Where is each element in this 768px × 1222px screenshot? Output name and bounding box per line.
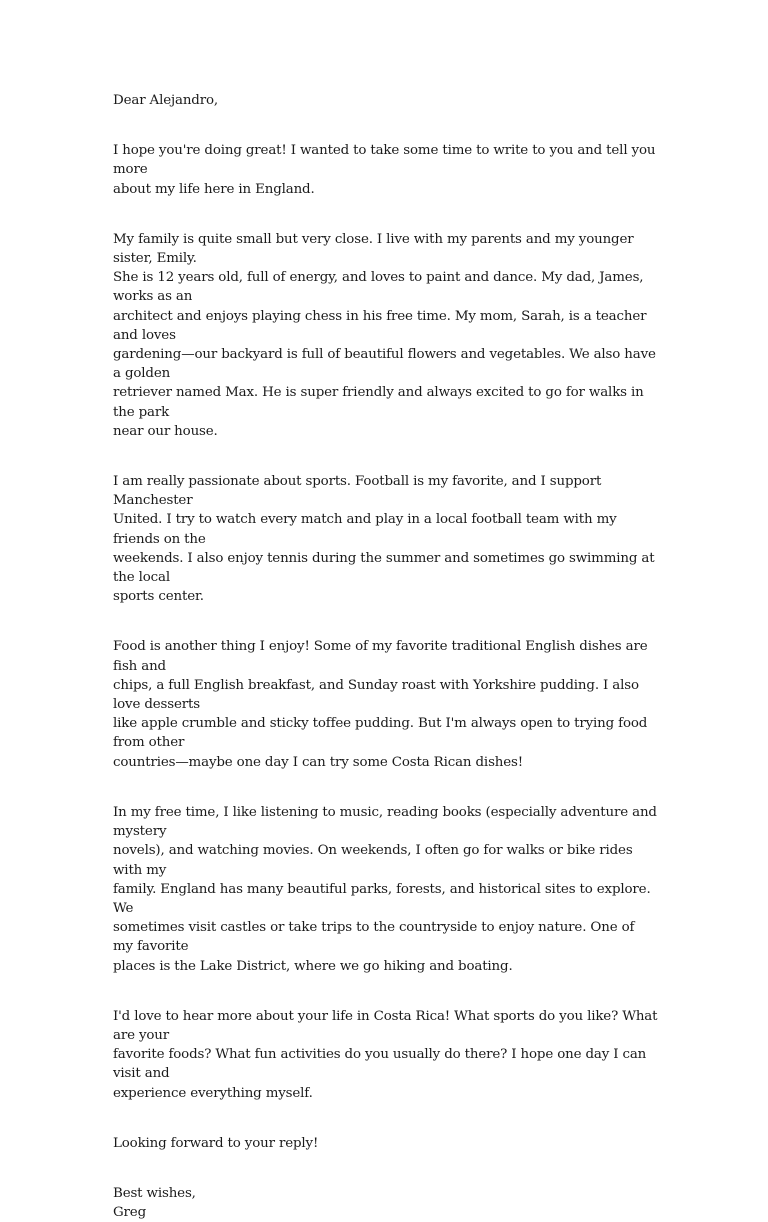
letter-paragraph-questions: I'd love to hear more about your life in Costa Rica! What sports do you like? What are your favorite foods? What fun activities do you usually do there? I hope one day I can visit and experience everything myself. — [113, 1008, 658, 1101]
letter-paragraph-food: Food is another thing I enjoy! Some of my favorite traditional English dishes are fish and chips, a full English breakfast, and Sunday roast with Yorkshire pudding. I also love desserts like apple crumble and sticky toffee pudding. But I'm always open to trying food from other countries—maybe one day I can try some Costa Rican dishes! — [113, 639, 648, 770]
letter-greeting: Dear Alejandro, — [113, 93, 218, 108]
letter-page — [113, 91, 658, 1222]
letter-paragraph-sports: I am really passionate about sports. Football is my favorite, and I support Manchester United. I try to watch every match and play in a local football team with my friends on the weekends. I also enjoy tennis during the summer and sometimes go swimming at the local sports center. — [113, 474, 655, 605]
letter-paragraph-intro: I hope you're doing great! I wanted to take some time to write to you and tell you more about my life here in England. — [113, 143, 656, 197]
letter-paragraph-family: My family is quite small but very close. I live with my parents and my younger sister, Emily. She is 12 years old, full of energy, and loves to paint and dance. My dad, James, works as an architect and enjoys playing chess in his free time. My mom, Sarah, is a teacher and loves gardening—our backyard is full of beautiful flowers and vegetables. We also have a golden retriever named Max. He is super friendly and always excited to go for walks in the park near our house. — [113, 231, 656, 439]
letter-signoff: Best wishes, — [113, 1185, 196, 1201]
letter-paragraph-free-time: In my free time, I like listening to music, reading books (especially adventure and mystery novels), and watching movies. On weekends, I often go for walks or bike rides with my family. England has many beautiful parks, forests, and historical sites to explore. We sometimes visit castles or take trips to the countryside to enjoy nature. One of my favorite places is the Lake District, where we go hiking and boating. — [113, 804, 657, 974]
letter-closing: Looking forward to your reply! — [113, 1135, 319, 1151]
letter-signature: Greg — [113, 1205, 146, 1221]
